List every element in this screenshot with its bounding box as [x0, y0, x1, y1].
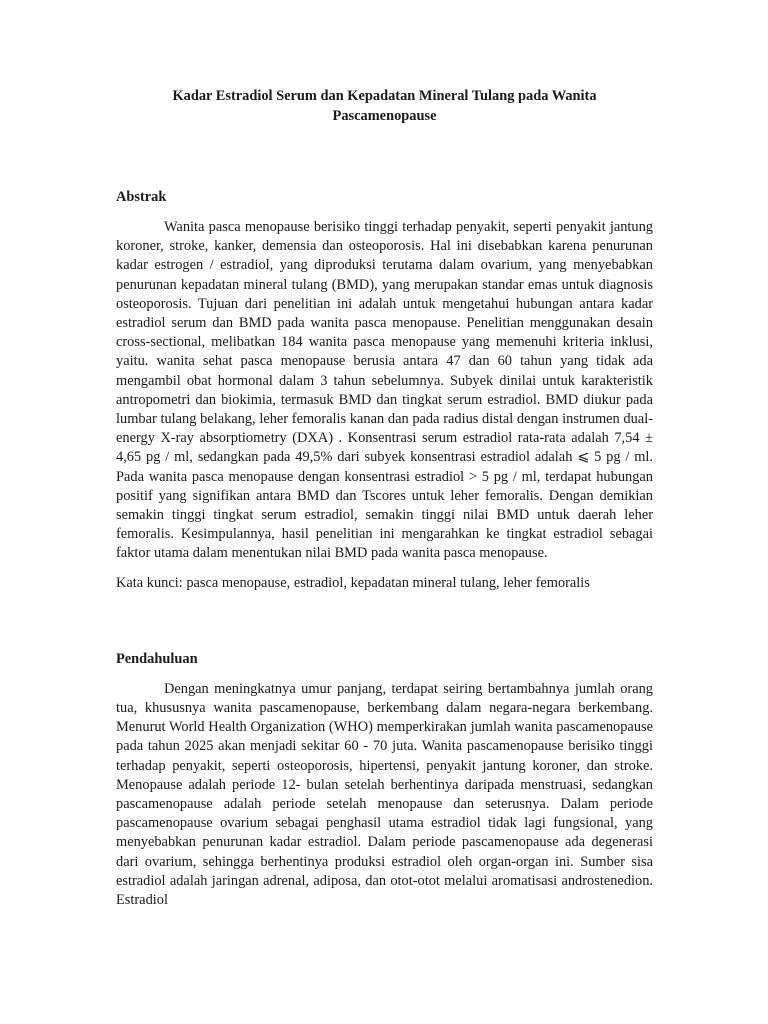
- paper-title-line-2: Pascamenopause: [332, 108, 437, 124]
- introduction-heading: Pendahuluan: [116, 650, 198, 667]
- paper-title-line-1: Kadar Estradiol Serum dan Kepadatan Mineral Tulang pada Wanita: [172, 88, 597, 104]
- abstract-heading: Abstrak: [116, 189, 167, 205]
- document-content: [116, 86, 653, 910]
- paper-title: [116, 86, 653, 126]
- keywords-line: Kata kunci: pasca menopause, estradiol, kepadatan mineral tulang, leher femoralis: [116, 574, 590, 591]
- introduction-paragraph: Dengan meningkatnya umur panjang, terdapat seiring bertambahnya jumlah orang tua, khususnya wanita pascamenopause, berkembang dalam negara-negara berkembang. Menurut World Health Organization (WHO) memperkirakan jumlah wanita pascamenopause pada tahun 2025 akan menjadi sekitar 60 - 70 juta. Wanita pascamenopause berisiko tinggi terhadap penyakit, seperti osteoporosis, hipertensi, penyakit jantung koroner, dan stroke. Menopause adalah periode 12- bulan setelah berhentinya daripada menstruasi, sedangkan pascamenopause adalah periode setelah menopause dan seterusnya. Dalam periode pascamenopause ovarium sebagai penghasil utama estradiol tidak lagi fungsional, yang menyebabkan penurunan kadar estradiol. Dalam periode pascamenopause ada degenerasi dari ovarium, sehingga berhentinya produksi estradiol oleh organ-organ ini. Sumber sisa estradiol adalah jaringan adrenal, adiposa, dan otot-otot melalui aromatisasi androstenedion. Estradiol: [116, 680, 653, 909]
- abstract-paragraph: Wanita pasca menopause berisiko tinggi terhadap penyakit, seperti penyakit jantung koroner, stroke, kanker, demensia dan osteoporosis. Hal ini disebabkan karena penurunan kadar estrogen / estradiol, yang diproduksi terutama dalam ovarium, yang menyebabkan penurunan kepadatan mineral tulang (BMD), yang merupakan standar emas untuk diagnosis osteoporosis. Tujuan dari penelitian ini adalah untuk mengetahui hubungan antara kadar estradiol serum dan BMD pada wanita pasca menopause. Penelitian menggunakan desain cross-sectional, melibatkan 184 wanita pasca menopause yang memenuhi kriteria inklusi, yaitu. wanita sehat pasca menopause berusia antara 47 dan 60 tahun yang tidak ada mengambil obat hormonal dalam 3 tahun sebelumnya. Subyek dinilai untuk karakteristik antropometri dan biokimia, termasuk BMD dan tingkat serum estradiol. BMD diukur pada lumbar tulang belakang, leher femoralis kanan dan pada radius distal dengan instrumen dual-energy X-ray absorptiometry (DXA) . Konsentrasi serum estradiol rata-rata adalah 7,54 ± 4,65 pg / ml, sedangkan pada 49,5% dari subyek konsentrasi estradiol adalah ⩽ 5 pg / ml. Pada wanita pasca menopause dengan konsentrasi estradiol > 5 pg / ml, terdapat hubungan positif yang signifikan antara BMD dan Tscores untuk leher femoralis. Dengan demikian semakin tinggi tingkat serum estradiol, semakin tinggi nilai BMD untuk daerah leher femoralis. Kesimpulannya, hasil penelitian ini mengarahkan ke tingkat estradiol sebagai faktor utama dalam menentukan nilai BMD pada wanita pasca menopause.: [116, 219, 653, 562]
